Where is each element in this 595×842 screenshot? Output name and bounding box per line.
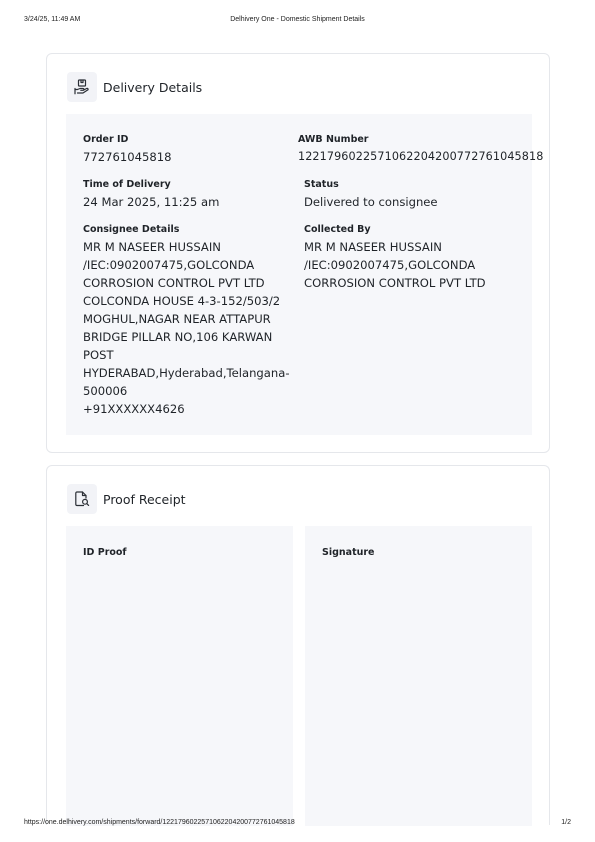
collected-by-field <box>304 223 519 292</box>
consignee-details-field <box>83 223 293 418</box>
delivery-details-panel <box>66 114 544 435</box>
awb-number-field <box>298 133 543 166</box>
delivery-hand-box-icon <box>67 72 97 102</box>
collected-by-line: CORROSION CONTROL PVT LTD <box>304 276 486 290</box>
awb-number-value[interactable]: 1221796022571062204200772761045818 <box>298 150 544 163</box>
document-search-icon <box>67 484 97 514</box>
collected-by-value <box>304 238 519 292</box>
signature-label: Signature <box>322 547 375 558</box>
time-of-delivery-label: Time of Delivery <box>83 179 171 190</box>
signature-panel <box>305 526 532 826</box>
consignee-details-value <box>83 238 293 418</box>
delivery-details-card <box>46 53 550 453</box>
awb-number-label: AWB Number <box>298 134 369 145</box>
status-value: Delivered to consignee <box>304 195 438 209</box>
consignee-line: HYDERABAD,Hyderabad,Telangana- <box>83 366 290 380</box>
delivery-details-title: Delivery Details <box>103 79 203 95</box>
print-footer <box>24 819 571 829</box>
collected-by-line: /IEC:0902007475,GOLCONDA <box>304 258 476 272</box>
status-field <box>304 178 438 211</box>
consignee-line: /IEC:0902007475,GOLCONDA <box>83 258 255 272</box>
print-url: https://one.delhivery.com/shipments/forward/122179602257106220420077276104581​8 <box>24 819 295 826</box>
print-header <box>24 16 571 26</box>
consignee-line: POST <box>83 348 114 362</box>
consignee-line: +91XXXXXX4626 <box>83 402 185 416</box>
delivery-details-header <box>67 72 202 102</box>
order-id-field <box>83 133 172 166</box>
proof-receipt-title: Proof Receipt <box>103 491 186 507</box>
id-proof-label: ID Proof <box>83 547 127 558</box>
consignee-line: CORROSION CONTROL PVT LTD <box>83 276 265 290</box>
collected-by-label: Collected By <box>304 224 371 235</box>
consignee-line: BRIDGE PILLAR NO,106 KARWAN <box>83 330 273 344</box>
order-id-label: Order ID <box>83 134 129 145</box>
consignee-line: MR M NASEER HUSSAIN <box>83 240 221 254</box>
proof-receipt-card <box>46 465 550 825</box>
id-proof-panel <box>66 526 293 826</box>
proof-receipt-header <box>67 484 186 514</box>
consignee-line: 500006 <box>83 384 128 398</box>
print-page-title: Delhivery One - Domestic Shipment Details <box>230 16 365 23</box>
time-of-delivery-value: 24 Mar 2025, 11:25 am <box>83 195 220 209</box>
print-page-number: 1/2 <box>561 819 571 826</box>
consignee-line: COLCONDA HOUSE 4-3-152/503/2 <box>83 294 281 308</box>
print-datetime: 3/24/25, 11:49 AM <box>24 16 81 23</box>
time-of-delivery-field <box>83 178 219 211</box>
consignee-line: MOGHUL,NAGAR NEAR ATTAPUR <box>83 312 271 326</box>
consignee-details-label: Consignee Details <box>83 224 180 235</box>
order-id-value[interactable]: 772761045818 <box>83 150 172 164</box>
status-label: Status <box>304 179 339 190</box>
collected-by-line: MR M NASEER HUSSAIN <box>304 240 442 254</box>
